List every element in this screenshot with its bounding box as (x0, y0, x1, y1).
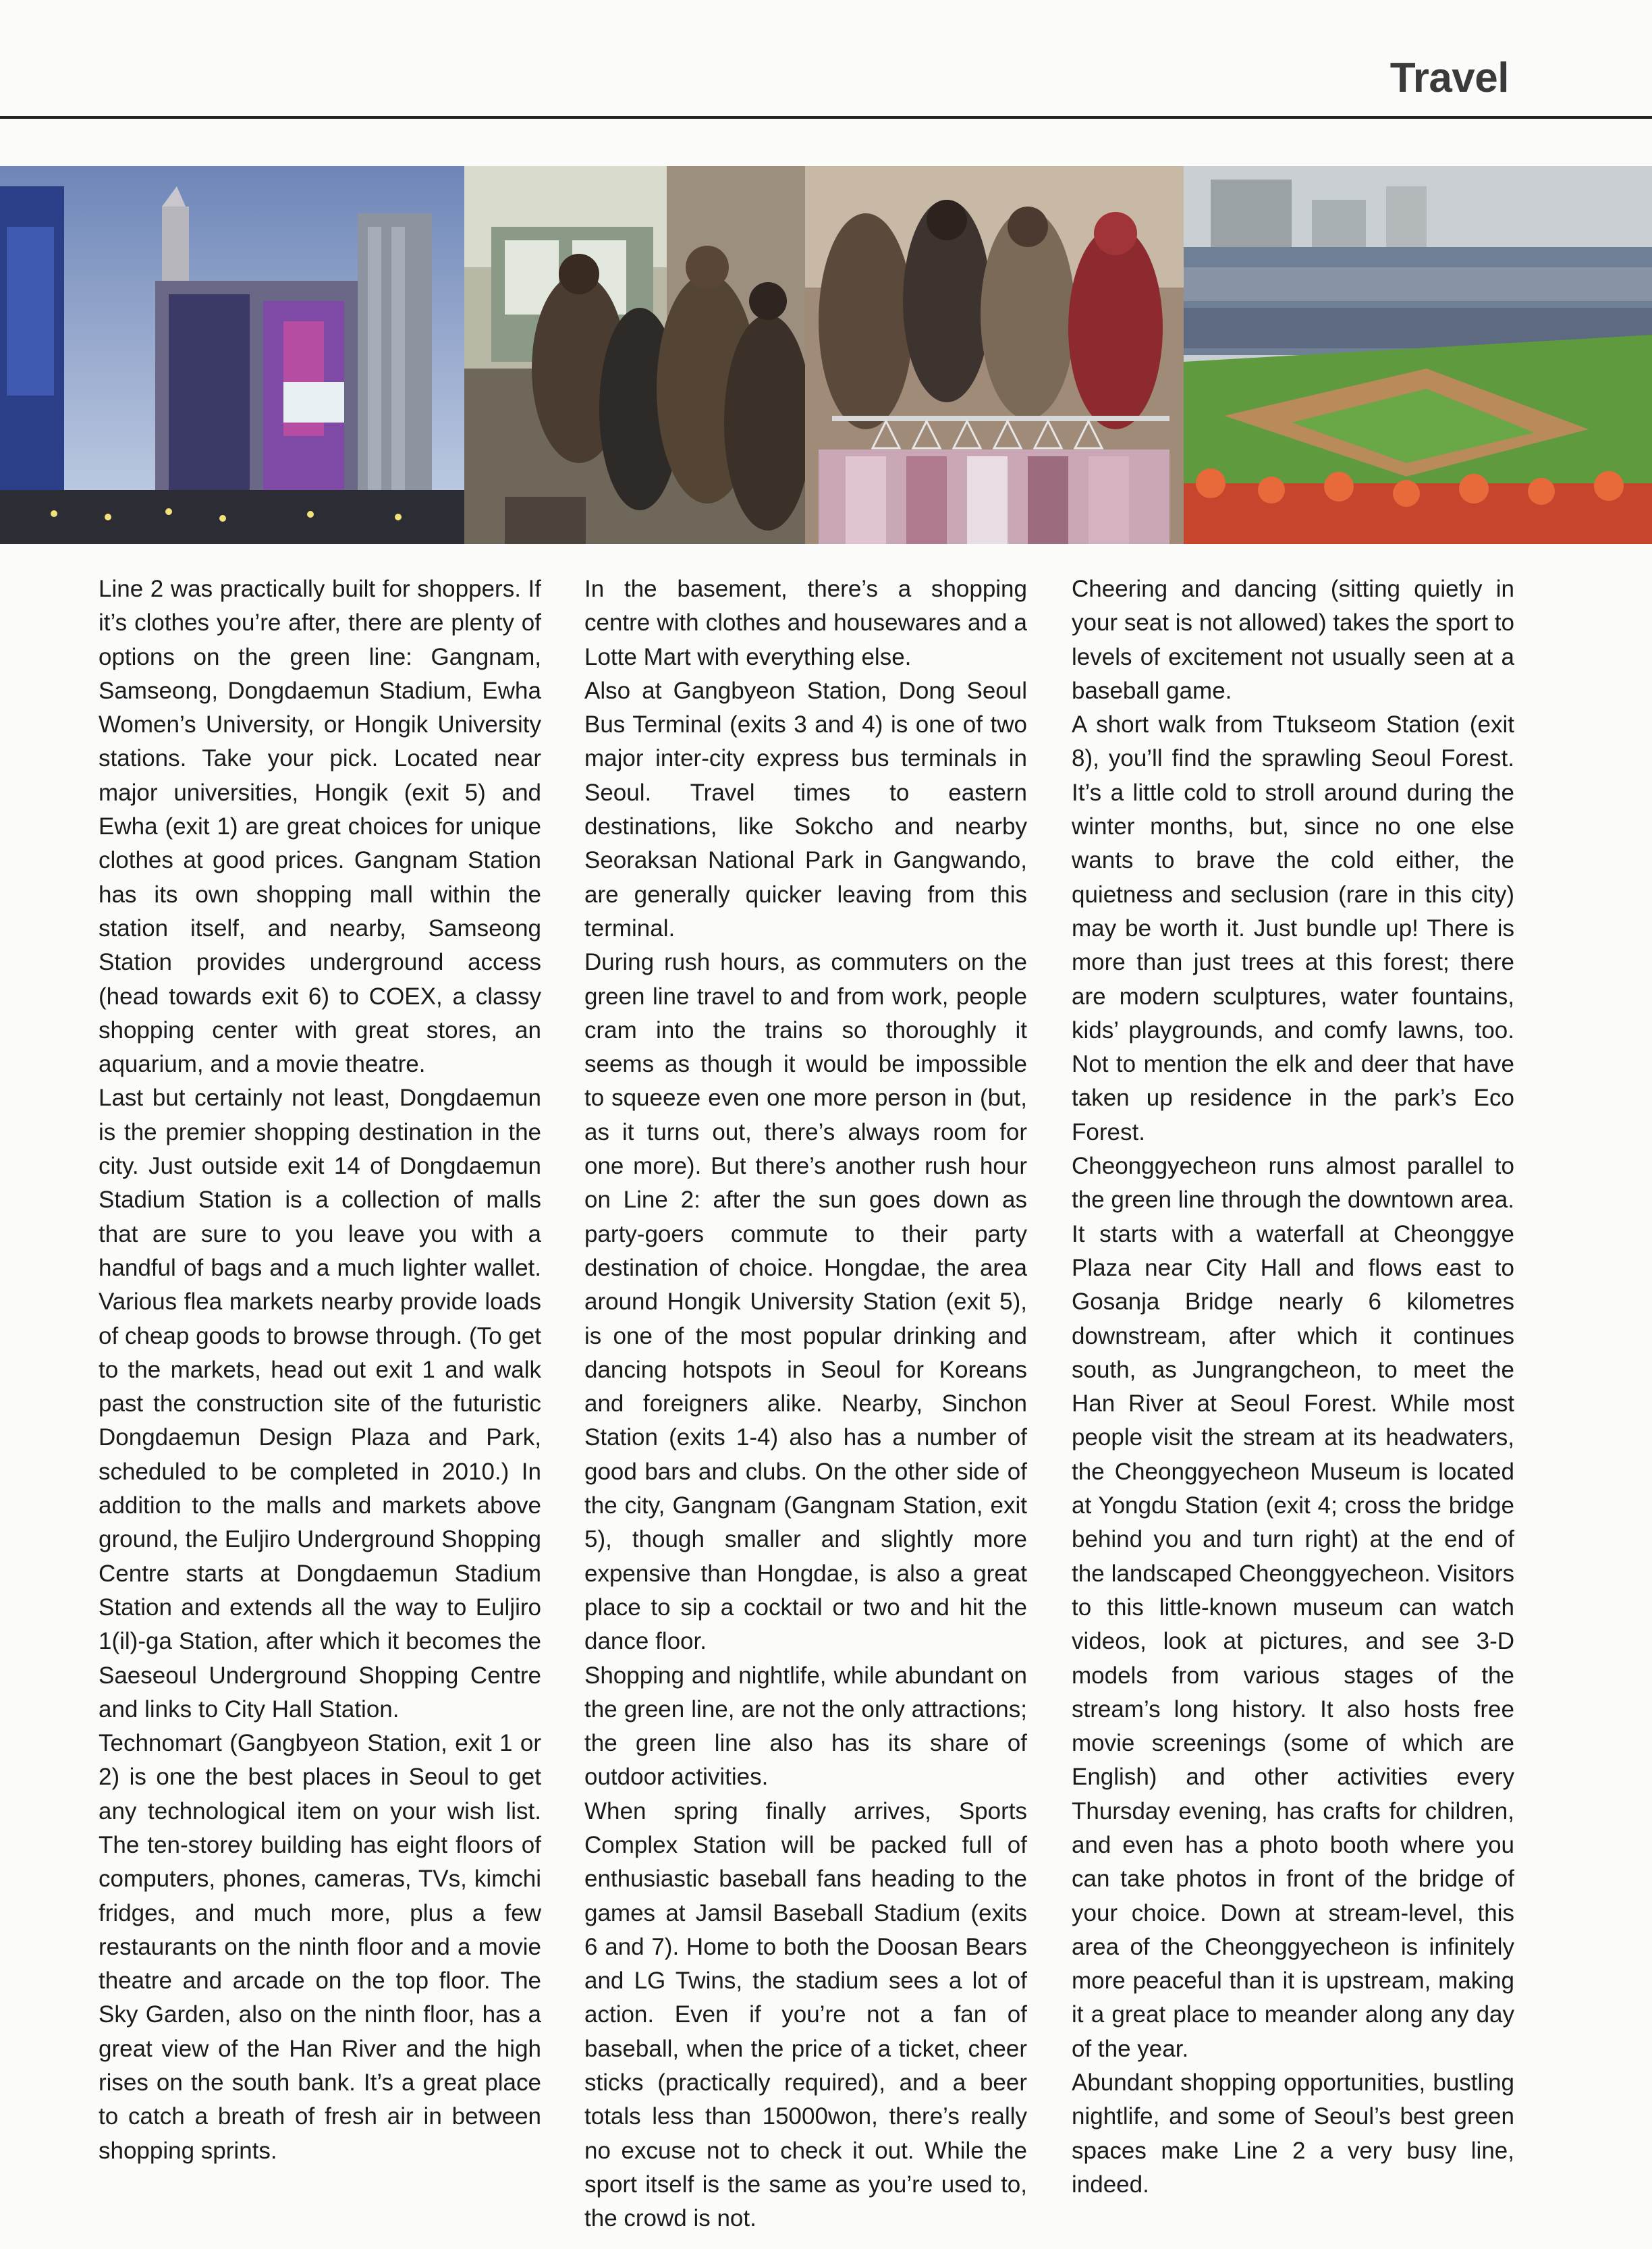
header-rule (0, 116, 1652, 119)
paragraph: In the basement, there’s a shopping centre with clothes and housewares and a Lotte Mart with everything else. (584, 576, 1027, 670)
section-title: Travel (1389, 55, 1509, 101)
paragraph: Line 2 was practically built for shoppers. If it’s clothes you’re after, there are plenty of options on the green line: Gangnam, Samseong, Dongdaemun Stadium, Ewha Women’s University, or Hongik University stations. Take your pick. Located near major universities, Hongik (exit 5) and Ewha (exit 1) are great choices for unique clothes at good prices. Gangnam Station has its own shopping mall within the station itself, and nearby, Samseong Station provides underground access (head towards exit 6) to COEX, a classy shopping center with great stores, an aquarium, and a movie theatre. (99, 576, 541, 1078)
paragraph: Last but certainly not least, Dongdaemun is the premier shopping destination in the city. Just outside exit 14 of Dongdaemun Stadium Station is a collection of malls that are sure to you leave you with a handful of bags and a much lighter wallet. Various flea markets nearby provide loads of cheap goods to browse through. (To get to the markets, head out exit 1 and walk past the construction site of the futuristic Dongdaemun Design Plaza and Park, scheduled to be completed in 2010.) In addition to the malls and markets above ground, the Euljiro Underground Shopping Centre starts at Dongdaemun Stadium Station and extends all the way to Euljiro 1(il)-ga Station, after which it becomes the Saeseoul Underground Shopping Centre and links to City Hall Station. (99, 1085, 541, 1723)
paragraph: A short walk from Ttukseom Station (exit 8), you’ll find the sprawling Seoul Forest. It’s a little cold to stroll around during the winter months, but, since no one else wants to brave the cold either, the quietness and seclusion (rare in this city) may be worth it. Just bundle up! There is more than just trees at this forest; there are modern sculptures, water fountains, kids’ playgrounds, and comfy lawns, too. Not to mention the elk and deer that have taken up residence in the park’s Eco Forest. (1072, 711, 1514, 1145)
paragraph: Abundant shopping opportunities, bustling nightlife, and some of Seoul’s best green spaces make Line 2 a very busy line, indeed. (1072, 2069, 1514, 2198)
photo-subway-platform-commuters (464, 166, 805, 544)
photo-gangnam-night-buildings (0, 166, 464, 544)
paragraph: Also at Gangbyeon Station, Dong Seoul Bus Terminal (exits 3 and 4) is one of two major inter-city express bus terminals in Seoul. Travel times to eastern destinations, like Sokcho and nearby Seoraksan National Park in Gangwando, are generally quicker leaving from this terminal. (584, 677, 1027, 942)
photo-strip (0, 166, 1652, 544)
article-column-3 (1072, 572, 1514, 2202)
photo-clothing-rack-market (805, 166, 1184, 544)
paragraph: Technomart (Gangbyeon Station, exit 1 or 2) is one the best places in Seoul to get any technological item on your wish list. The ten-storey building has eight floors of computers, phones, cameras, TVs, kimchi fridges, and much more, plus a few restaurants on the ninth floor and a movie theatre and arcade on the top floor. The Sky Garden, also on the ninth floor, has a great view of the Han River and the high rises on the south bank. It’s a great place to catch a breath of fresh air in between shopping sprints. (99, 1730, 541, 2164)
paragraph: Cheonggyecheon runs almost parallel to the green line through the downtown area. It starts with a waterfall at Cheonggye Plaza near City Hall and flows east to Gosanja Bridge nearly 6 kilometres downstream, after which it continues south, as Jungrangcheon, to meet the Han River at Seoul Forest. While most people visit the stream at its headwaters, the Cheonggyecheon Museum is located at Yongdu Station (exit 4; cross the bridge behind you and turn right) at the end of the landscaped Cheonggyecheon. Visitors to this little-known museum can watch videos, look at pictures, and see 3-D models from various stages of the stream’s long history. It also hosts free movie screenings (some of which are English) and other activities every Thursday evening, has crafts for children, and even has a photo booth where you can take photos in front of the bridge of your choice. Down at stream-level, this area of the Cheonggyecheon is infinitely more peaceful than it is upstream, making it a great place to meander along any day of the year. (1072, 1153, 1514, 2062)
article-column-2 (584, 572, 1027, 2236)
paragraph: During rush hours, as commuters on the green line travel to and from work, people cram into the trains so thoroughly it seems as though it would be impossible to squeeze even one more person in (but, as it turns out, there’s always room for one more). But there’s another rush hour on Line 2: after the sun goes down as party-goers commute to their party destination of choice. Hongdae, the area around Hongik University Station (exit 5), is one of the most popular drinking and dancing hotspots in Seoul for Koreans and foreigners alike. Nearby, Sinchon Station (exits 1-4) also has a number of good bars and clubs. On the other side of the city, Gangnam (Gangnam Station, exit 5), though smaller and slightly more expensive than Hongdae, is also a great place to sip a cocktail or two and hit the dance floor. (584, 949, 1027, 1655)
paragraph: Cheering and dancing (sitting quietly in your seat is not allowed) takes the sport to levels of excitement not usually seen at a baseball game. (1072, 576, 1514, 704)
photo-baseball-stadium (1184, 166, 1652, 544)
paragraph: When spring finally arrives, Sports Complex Station will be packed full of enthusiastic baseball fans heading to the games at Jamsil Baseball Stadium (exits 6 and 7). Home to both the Doosan Bears and LG Twins, the stadium sees a lot of action. Even if you’re not a fan of baseball, when the price of a ticket, cheer sticks (practically required), and a beer totals less than 15000won, there’s really no excuse not to check it out. While the sport itself is the same as you’re used to, the crowd is not. (584, 1797, 1027, 2232)
article-column-1 (99, 572, 541, 2168)
paragraph: Shopping and nightlife, while abundant on the green line, are not the only attractions; the green line also has its share of outdoor activities. (584, 1662, 1027, 1791)
